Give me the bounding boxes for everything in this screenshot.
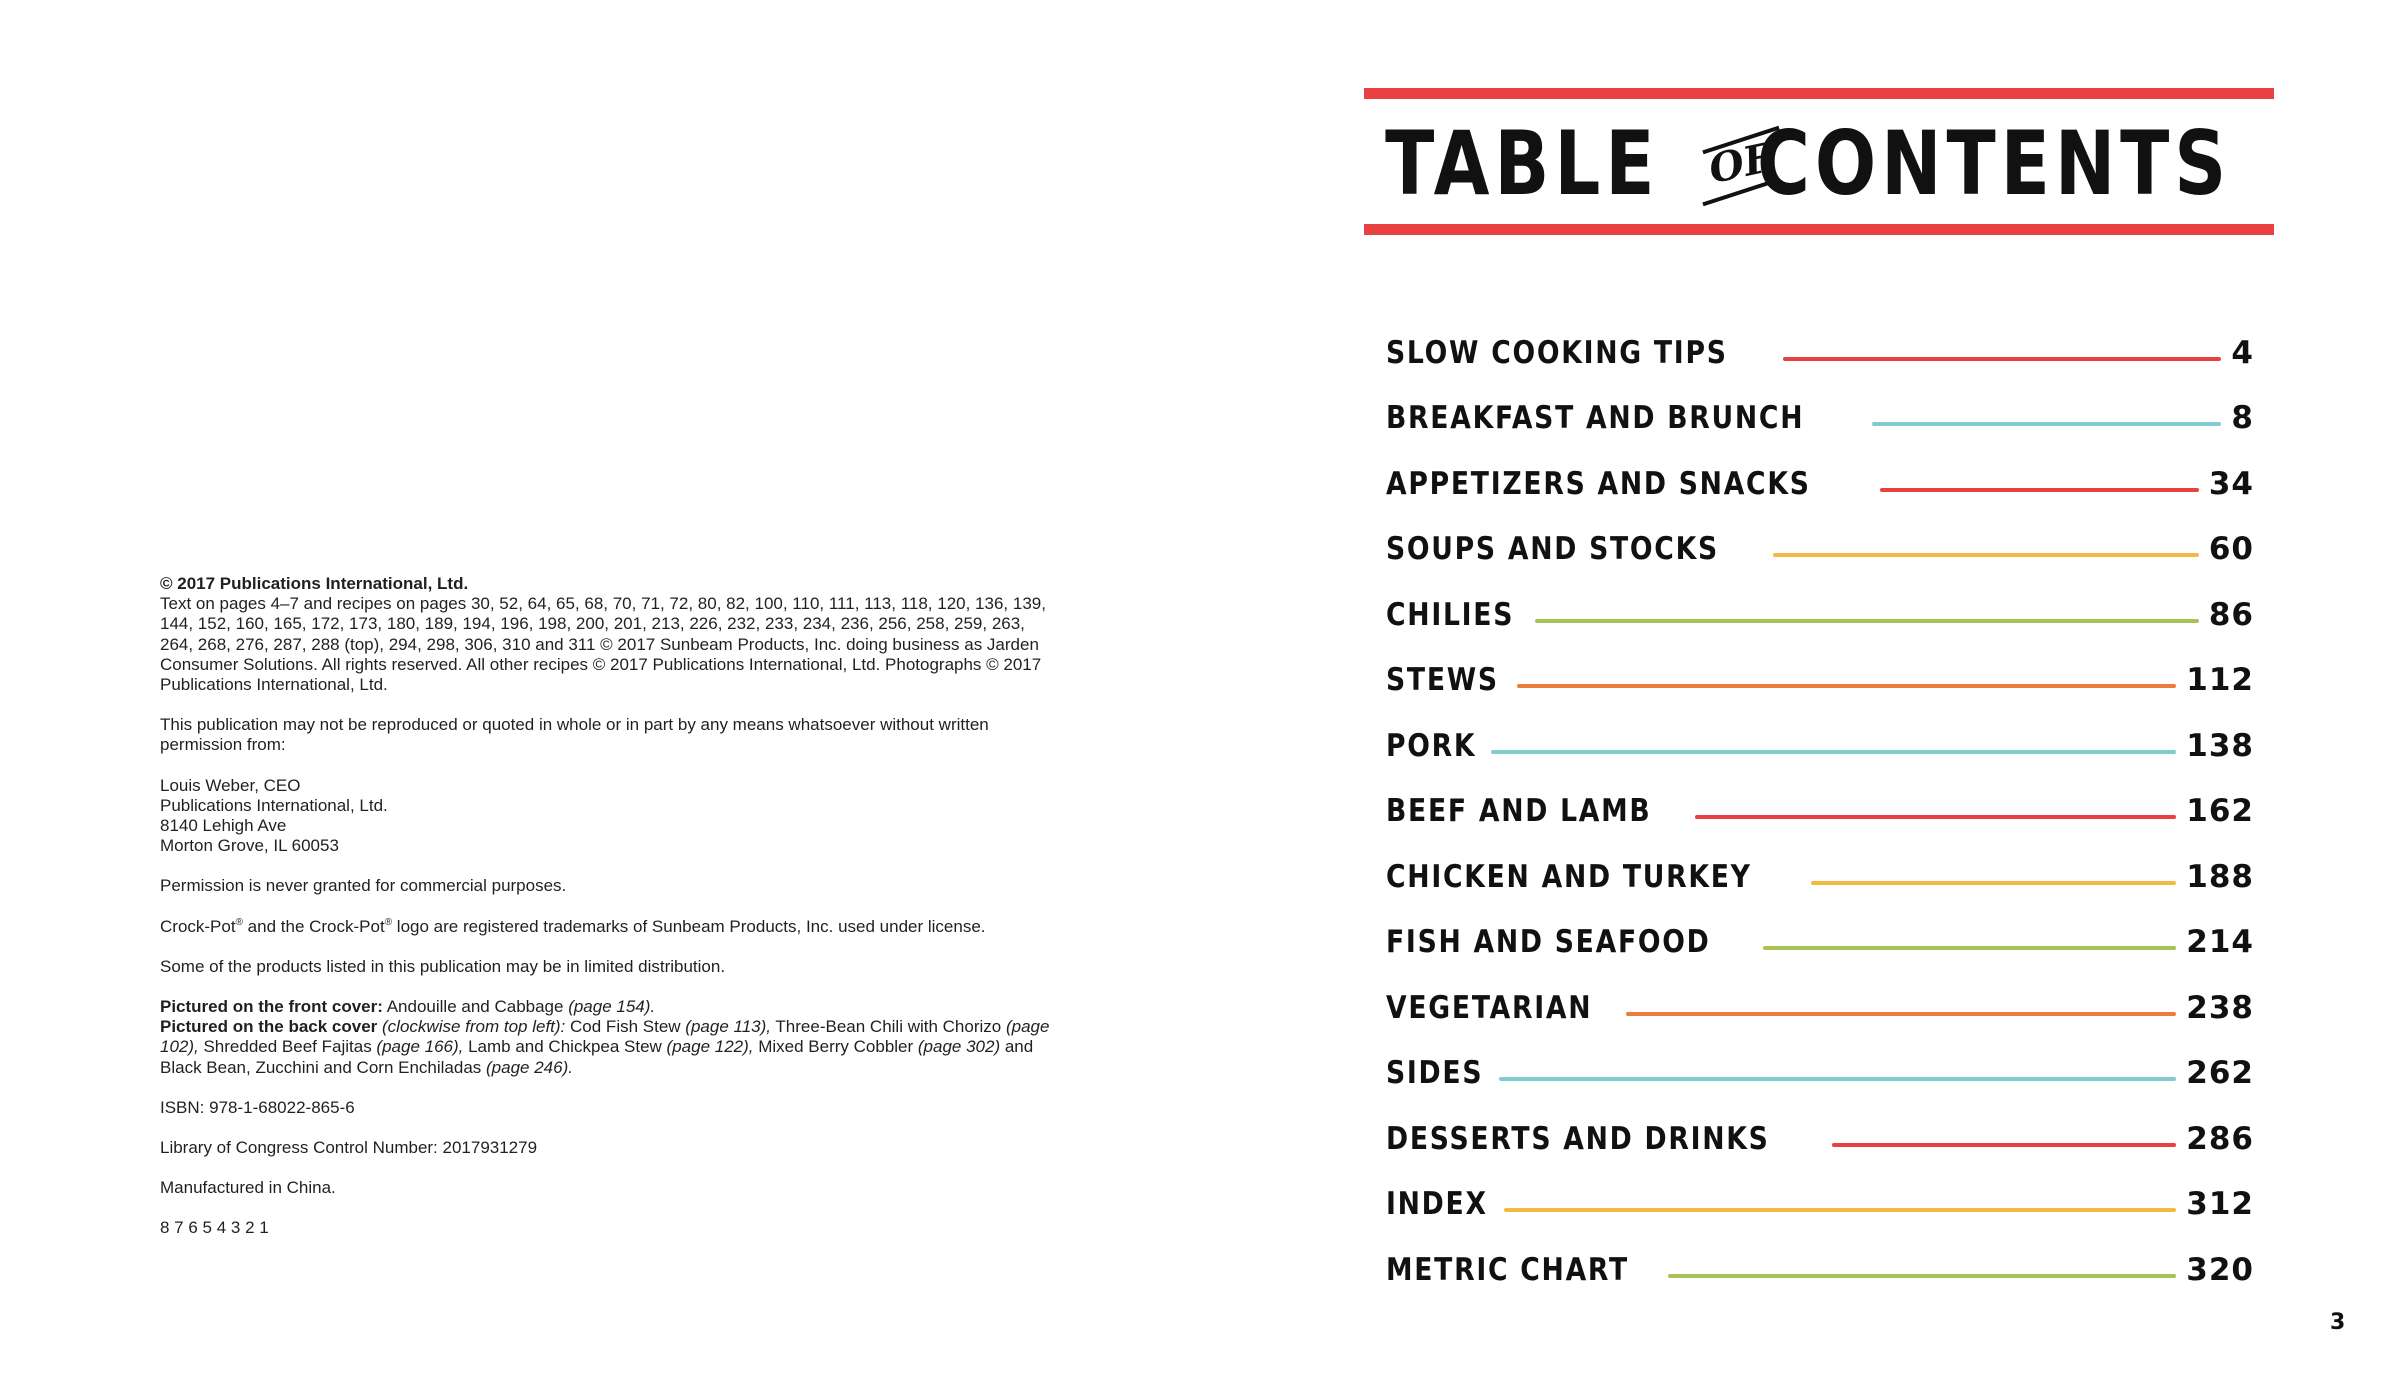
- toc-entry-page: 86: [2208, 596, 2254, 633]
- copyright-line: © 2017 Publications International, Ltd.: [160, 574, 469, 593]
- back-cover-text: Cod Fish Stew: [565, 1017, 686, 1037]
- toc-leader-line: [1880, 488, 2199, 492]
- toc-entry-label: SIDES: [1386, 1055, 1484, 1092]
- toc-entry-page: 238: [2186, 989, 2254, 1026]
- back-cover-ref: (page 166),: [376, 1037, 464, 1057]
- toc-entry-label: FISH AND SEAFOOD: [1386, 924, 1711, 961]
- registered-mark: ®: [384, 916, 393, 928]
- back-cover-text: Shredded Beef Fajitas: [198, 1037, 377, 1057]
- toc-list: [1386, 320, 2254, 1303]
- toc-entry-page: 286: [2186, 1120, 2254, 1157]
- toc-entry-page: 214: [2186, 924, 2254, 961]
- toc-leader-line: [1783, 357, 2221, 361]
- toc-entry-label: BREAKFAST AND BRUNCH: [1386, 400, 1805, 437]
- toc-entry-label: CHICKEN AND TURKEY: [1386, 858, 1752, 895]
- back-cover-text: Three-Bean Chili with Chorizo: [771, 1017, 1006, 1037]
- toc-entry-page: 8: [2231, 400, 2254, 437]
- reproduction-notice: This publication may not be reproduced or quoted in whole or in part by any means whatsoever without written permission from:: [160, 715, 989, 755]
- trademark-notice: [160, 917, 1060, 937]
- toc-entry-label: CHILIES: [1386, 596, 1515, 633]
- toc-header: [1364, 88, 2274, 236]
- address-line: 8140 Lehigh Ave: [160, 816, 287, 836]
- toc-entry[interactable]: [1386, 582, 2254, 648]
- toc-entry[interactable]: [1386, 975, 2254, 1041]
- toc-entry-label: INDEX: [1386, 1186, 1488, 1223]
- toc-entry[interactable]: [1386, 1106, 2254, 1172]
- toc-leader-line: [1517, 684, 2176, 688]
- header-rule-bottom: [1364, 224, 2274, 235]
- toc-entry-page: 138: [2186, 727, 2254, 764]
- toc-entry[interactable]: [1386, 779, 2254, 845]
- toc-entry-page: 112: [2186, 662, 2254, 699]
- front-cover-ref: (page 154).: [568, 997, 656, 1017]
- manufactured-notice: Manufactured in China.: [160, 1178, 336, 1198]
- toc-entry-page: 188: [2186, 858, 2254, 895]
- toc-leader-line: [1872, 422, 2221, 426]
- library-of-congress: Library of Congress Control Number: 2017931279: [160, 1138, 538, 1158]
- copyright-text: Text on pages 4–7 and recipes on pages 30, 52, 64, 65, 68, 70, 71, 72, 80, 82, 100, 110, 111, 113, 118, 120, 136, 139, 144, 152, 160, 165, 172, 173, 180, 189, 194, 196, 198, 200, 201, 213, 226, 232, 233, 234, 236, 256, 258, 259, 263, 264, 268, 276, 287, 288 (top), 294, 298, 306, 310 and 311 © 2017 Sunbeam Products, Inc. doing business as Jarden Consumer Solutions. All rights reserved. All other recipes © 2017 Publications International, Ltd. Photographs © 2017 Publications International, Ltd.: [160, 594, 1046, 695]
- publisher-address: [160, 776, 1060, 857]
- back-cover-label: Pictured on the back cover: [160, 1017, 378, 1037]
- toc-leader-line: [1773, 553, 2199, 557]
- back-cover-ref: (page 102),: [160, 1017, 1050, 1057]
- toc-leader-line: [1504, 1208, 2176, 1212]
- front-cover-text: Andouille and Cabbage: [382, 997, 569, 1017]
- toc-leader-line: [1811, 881, 2176, 885]
- address-line: Morton Grove, IL 60053: [160, 836, 339, 856]
- isbn: ISBN: 978-1-68022-865-6: [160, 1097, 355, 1117]
- toc-leader-line: [1763, 946, 2176, 950]
- toc-entry[interactable]: [1386, 517, 2254, 583]
- back-cover-ref: (page 246).: [486, 1057, 573, 1077]
- toc-entry-page: 60: [2208, 531, 2254, 568]
- toc-entry-page: 34: [2208, 465, 2254, 502]
- toc-leader-line: [1832, 1143, 2176, 1147]
- back-cover-ref: (page 302): [917, 1037, 1001, 1057]
- trademark-text: Crock-Pot: [160, 916, 236, 936]
- printing-line: 8 7 6 5 4 3 2 1: [160, 1218, 269, 1238]
- toc-entry[interactable]: [1386, 386, 2254, 452]
- toc-entry-page: 4: [2231, 334, 2254, 371]
- back-cover-text: Mixed Berry Cobbler: [753, 1037, 918, 1057]
- permission-notice: Permission is never granted for commercial purposes.: [160, 876, 567, 896]
- back-cover-ref: (page 113),: [685, 1017, 771, 1037]
- page-number: 3: [2330, 1310, 2346, 1335]
- toc-leader-line: [1626, 1012, 2176, 1016]
- trademark-text: logo are registered trademarks of Sunbeam Products, Inc. used under license.: [392, 916, 986, 936]
- toc-entry-label: BEEF AND LAMB: [1386, 793, 1652, 830]
- toc-entry[interactable]: [1386, 648, 2254, 714]
- address-line: Louis Weber, CEO: [160, 775, 301, 795]
- toc-entry[interactable]: [1386, 844, 2254, 910]
- back-cover-ref: (clockwise from top left):: [377, 1017, 566, 1037]
- toc-entry-label: PORK: [1386, 727, 1477, 764]
- toc-entry[interactable]: [1386, 1237, 2254, 1303]
- toc-leader-line: [1535, 619, 2199, 623]
- toc-entry-page: 312: [2186, 1186, 2254, 1223]
- toc-entry-label: METRIC CHART: [1386, 1251, 1629, 1288]
- toc-entry[interactable]: [1386, 1172, 2254, 1238]
- front-cover-label: Pictured on the front cover:: [160, 997, 383, 1017]
- cover-credits: [160, 997, 1060, 1078]
- registered-mark: ®: [235, 916, 243, 928]
- toc-entry-label: STEWS: [1386, 662, 1499, 699]
- toc-leader-line: [1695, 815, 2177, 819]
- header-rule-top: [1364, 88, 2274, 99]
- trademark-text: and the Crock-Pot: [242, 916, 385, 936]
- title-word-of: OF: [1704, 133, 1777, 194]
- toc-entry-label: DESSERTS AND DRINKS: [1386, 1120, 1770, 1157]
- toc-entry-page: 262: [2186, 1055, 2254, 1092]
- address-line: Publications International, Ltd.: [160, 795, 388, 815]
- toc-entry-label: SOUPS AND STOCKS: [1386, 531, 1719, 568]
- back-cover-text: Lamb and Chickpea Stew: [463, 1037, 667, 1057]
- toc-entry-label: APPETIZERS AND SNACKS: [1386, 465, 1811, 502]
- toc-leader-line: [1668, 1274, 2176, 1278]
- toc-entry[interactable]: [1386, 1041, 2254, 1107]
- toc-entry[interactable]: [1386, 713, 2254, 779]
- toc-entry[interactable]: [1386, 320, 2254, 386]
- toc-entry-label: SLOW COOKING TIPS: [1386, 334, 1728, 371]
- toc-entry[interactable]: [1386, 910, 2254, 976]
- title-word-contents: CONTENTS: [1757, 111, 2232, 215]
- toc-leader-line: [1491, 750, 2176, 754]
- toc-entry[interactable]: [1386, 451, 2254, 517]
- distribution-notice: Some of the products listed in this publication may be in limited distribution.: [160, 956, 726, 976]
- toc-leader-line: [1499, 1077, 2176, 1081]
- toc-entry-page: 162: [2186, 793, 2254, 830]
- copyright-block: [160, 574, 1060, 1259]
- back-cover-text: and Black Bean, Zucchini and Corn Enchiladas: [160, 1037, 1034, 1077]
- back-cover-ref: (page 122),: [666, 1037, 754, 1057]
- toc-title: [1364, 108, 2274, 218]
- toc-entry-label: VEGETARIAN: [1386, 989, 1593, 1026]
- title-word-table: TABLE: [1384, 111, 1660, 215]
- toc-entry-page: 320: [2186, 1251, 2254, 1288]
